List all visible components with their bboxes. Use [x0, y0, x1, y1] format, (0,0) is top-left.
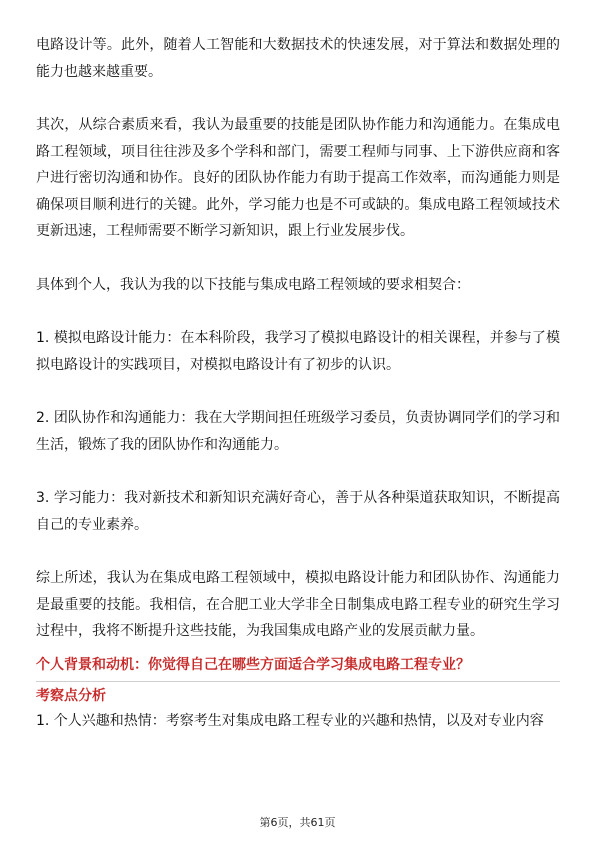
paragraph-conclusion: 综上所述，我认为在集成电路工程领域中，模拟电路设计能力和团队协作、沟通能力是最重要的技能。我相信，在合肥工业大学非全日制集成电路工程专业的研究生学习过程中，我将不断提升这些技能，为我国集成电路产业的发展贡献力量。	[36, 570, 560, 639]
paragraph-algorithm-ability: 电路设计等。此外，随着人工智能和大数据技术的快速发展，对于算法和数据处理的能力也越来越重要。	[36, 37, 560, 80]
analysis-point-1: 1. 个人兴趣和热情：考察考生对集成电路工程专业的兴趣和热情，以及对专业内容	[36, 712, 544, 729]
paragraph-spacer	[36, 298, 560, 325]
paragraph-skill-analog-design: 1. 模拟电路设计能力：在本科阶段，我学习了模拟电路设计的相关课程，并参与了模拟电路设计的实践项目，对模拟电路设计有了初步的认识。	[36, 330, 560, 373]
paragraph-spacer	[36, 538, 560, 565]
paragraph-skill-teamwork: 2. 团队协作和沟通能力：我在大学期间担任班级学习委员，负责协调同学们的学习和生活，锻炼了我的团队协作和沟通能力。	[36, 410, 560, 453]
question-title: 个人背景和动机：你觉得自己在哪些方面适合学习集成电路工程专业？	[36, 656, 470, 673]
analysis-heading: 考察点分析	[36, 687, 106, 704]
page-content	[36, 32, 560, 734]
paragraph-spacer	[36, 85, 560, 112]
section-divider	[36, 681, 560, 682]
paragraph-spacer	[36, 245, 560, 272]
paragraph-spacer	[36, 378, 560, 405]
paragraph-skill-learning: 3. 学习能力：我对新技术和新知识充满好奇心，善于从各种渠道获取知识，不断提高自己的专业素养。	[36, 490, 560, 533]
paragraph-personal-intro: 具体到个人，我认为我的以下技能与集成电路工程领域的要求相契合：	[36, 276, 470, 293]
paragraph-spacer	[36, 458, 560, 485]
page-number-footer: 第6页，共61页	[259, 816, 336, 829]
paragraph-comprehensive-quality: 其次，从综合素质来看，我认为最重要的技能是团队协作能力和沟通能力。在集成电路工程领域，项目往往涉及多个学科和部门，需要工程师与同事、上下游供应商和客户进行密切沟通和协作。良好的团队协作能力有助于提高工作效率，而沟通能力则是确保项目顺利进行的关键。此外，学习能力也是不可或缺的。集成电路工程领域技术更新迅速，工程师需要不断学习新知识，跟上行业发展步伐。	[36, 117, 560, 239]
